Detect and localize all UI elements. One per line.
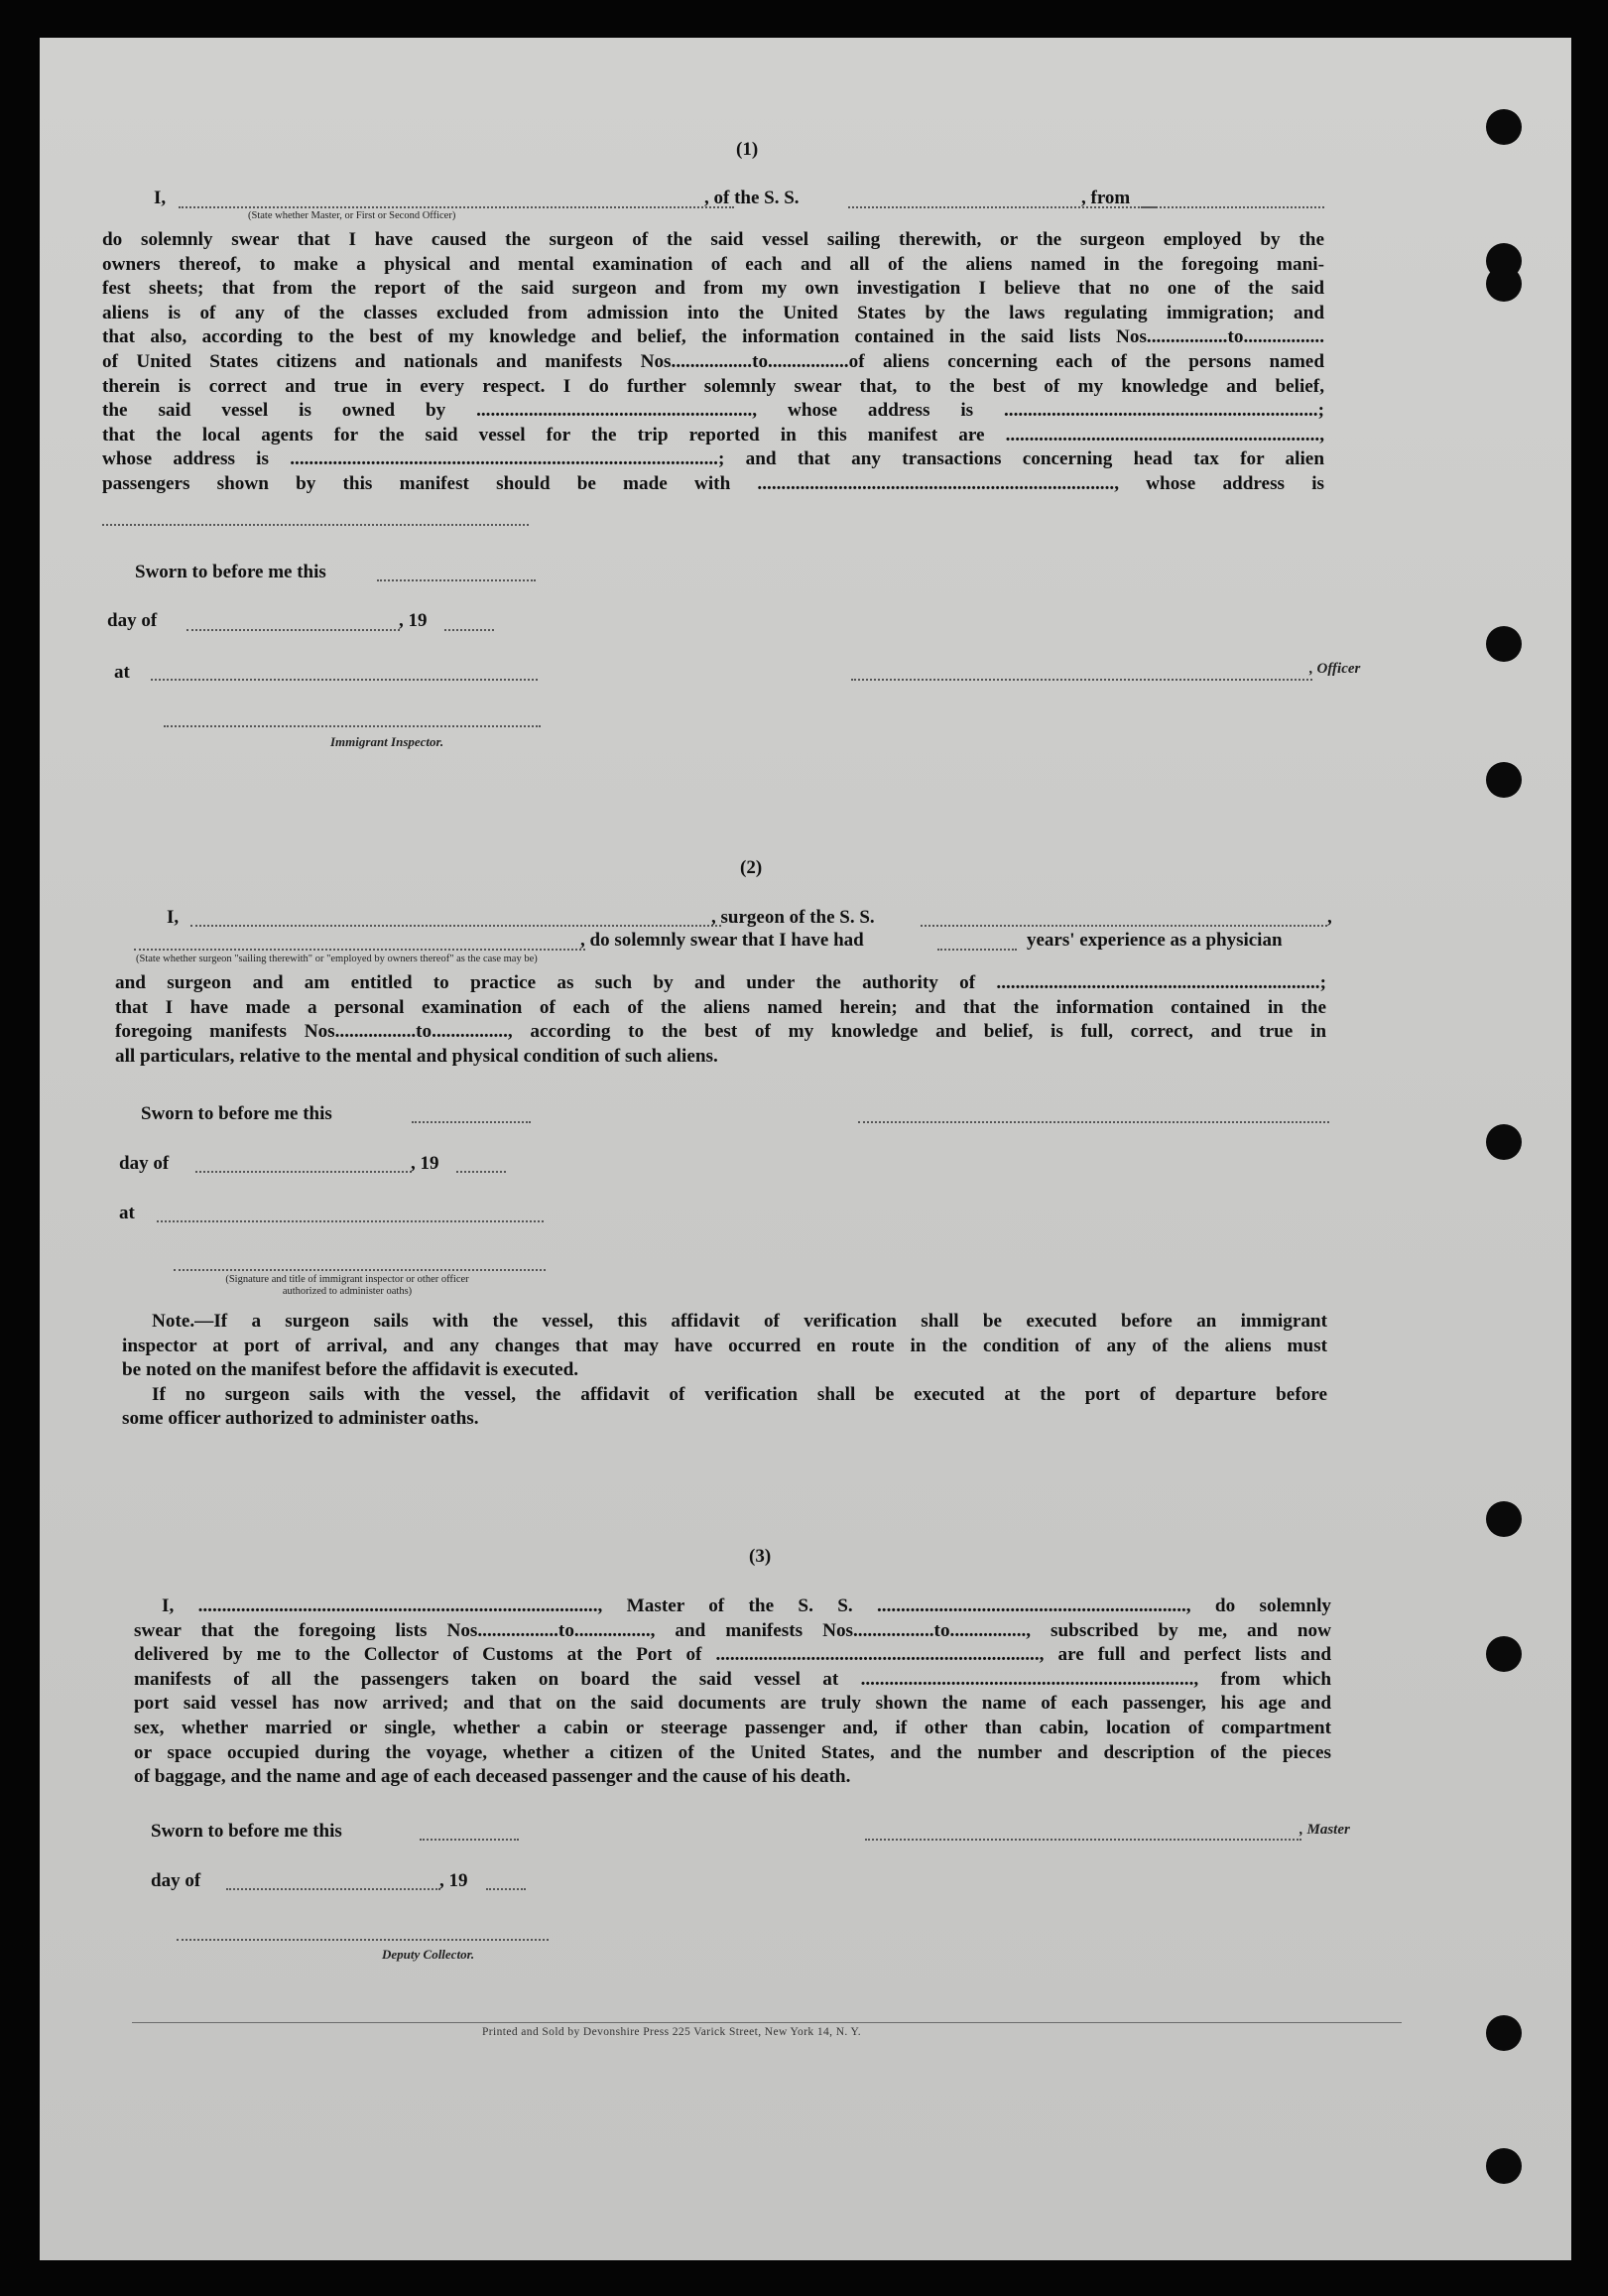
oath-line: therein is correct and true in every respect. I do further solemnly swear that, to the best of my knowledge and belief,: [102, 375, 1324, 397]
sworn-date-line-1[interactable]: [377, 579, 536, 581]
years-experience-line[interactable]: [937, 949, 1017, 951]
oath-line: fest sheets; that from the report of the said surgeon and from my own investigation I believe that no one of the said: [102, 278, 1324, 300]
note-line: Note.—If a surgeon sails with the vessel, this affidavit of verification shall be executed before an immigrant: [152, 1311, 1327, 1332]
officer-signature-line[interactable]: [851, 679, 1312, 681]
note-line: some officer authorized to administer oaths.: [122, 1408, 479, 1430]
oath-line: foregoing manifests Nos.................to................, according to the best of my knowledge and belief, is full, correct, and true in: [115, 1021, 1326, 1043]
surgeon-note-text: [122, 1310, 1327, 1432]
sworn-label-1: Sworn to before me this: [135, 562, 326, 582]
deputy-collector-label: Deputy Collector.: [382, 1947, 475, 1962]
year-label-2: , 19: [411, 1153, 439, 1174]
surgeon-vessel-line[interactable]: [921, 925, 1327, 927]
surgeon-of-ss-label: , surgeon of the S. S.: [711, 907, 875, 928]
oath-line: of United States citizens and nationals and manifests Nos.................to.................of aliens concerning each of the persons named: [102, 350, 1324, 372]
oath-line: I, ...................................................................................., Master of the S. S. ................................................................., do solemnly: [162, 1595, 1331, 1616]
oath-line: passengers shown by this manifest should be made with ..........................................................................., whose address is: [102, 472, 1324, 494]
binder-hole: [1486, 266, 1522, 302]
oath-line: port said vessel has now arrived; and that on the said documents are truly shown the name of each passenger, his age and: [134, 1693, 1331, 1715]
oath-line: owners thereof, to make a physical and mental examination of each and all of the aliens named in the foregoing mani-: [102, 253, 1324, 275]
year-label-1: , 19: [399, 610, 428, 631]
binder-hole: [1486, 1636, 1522, 1672]
oath-line: and surgeon and am entitled to practice as such by and under the authority of ....................................................................;: [115, 972, 1326, 993]
rank-note: (State whether Master, or First or Second Officer): [248, 210, 456, 221]
sworn-label-2: Sworn to before me this: [141, 1103, 332, 1124]
section-1-i-label: I,: [154, 188, 167, 208]
printer-imprint: Printed and Sold by Devonshire Press 225 Varick Street, New York 14, N. Y.: [482, 2026, 862, 2038]
oath-line: manifests of all the passengers taken on board the said vessel at ......................................................................, from which: [134, 1668, 1331, 1690]
day-of-line-2[interactable]: [195, 1171, 412, 1173]
manifest-verification-form: [40, 38, 1571, 2260]
binder-hole: [1486, 109, 1522, 145]
section-3-oath-text: [134, 1594, 1331, 1790]
immigrant-inspector-label: Immigrant Inspector.: [330, 734, 444, 749]
year-line-1[interactable]: [444, 629, 494, 631]
surgeon-name-line[interactable]: [190, 925, 721, 927]
oath-line: sex, whether married or single, whether a cabin or steerage passenger and, if other than cabin, location of compartment: [134, 1717, 1331, 1738]
surgeon-status-line[interactable]: [134, 949, 585, 951]
binder-hole: [1486, 762, 1522, 798]
surgeon-swear-label: , do solemnly swear that I have had: [580, 930, 864, 951]
oath-line: whose address is ..........................................................................................; and that any transactions concerning head tax for alien: [102, 448, 1324, 470]
oath-line: all particulars, relative to the mental and physical condition of such aliens.: [115, 1045, 718, 1067]
day-of-label-3: day of: [151, 1870, 201, 1891]
deputy-collector-line[interactable]: [177, 1939, 549, 1941]
oath-line: that the local agents for the said vessel for the trip reported in this manifest are ..................................................................,: [102, 424, 1324, 446]
immigrant-inspector-line[interactable]: [164, 725, 541, 727]
from-port-line[interactable]: [1141, 206, 1324, 208]
section-2-i-label: I,: [167, 907, 180, 928]
note-line: be noted on the manifest before the affidavit is executed.: [122, 1359, 579, 1381]
inspector-signature-line-2[interactable]: [174, 1269, 546, 1271]
head-tax-address-line[interactable]: [102, 524, 529, 526]
sworn-date-line-3[interactable]: [420, 1839, 519, 1841]
officer-label: , Officer: [1309, 661, 1361, 677]
binder-holes: [1476, 38, 1546, 2260]
year-label-3: , 19: [439, 1870, 468, 1891]
section-3-heading: (3): [749, 1546, 772, 1567]
oath-line: the said vessel is owned by .........................................................., whose address is ..................................................................;: [102, 400, 1324, 422]
day-of-label-1: day of: [107, 610, 158, 631]
section-1-from-label: , from: [1081, 188, 1131, 208]
oath-line: do solemnly swear that I have caused the surgeon of the said vessel sailing therewith, or the surgeon employed by the: [102, 229, 1324, 250]
binder-hole: [1486, 626, 1522, 662]
oath-line: of baggage, and the name and age of each deceased passenger and the cause of his death.: [134, 1766, 851, 1788]
at-place-line-2[interactable]: [157, 1220, 544, 1222]
signature-title-note: (Signature and title of immigrant inspector or other officer authorized to administer oaths): [225, 1274, 469, 1297]
year-line-3[interactable]: [486, 1888, 526, 1890]
master-signature-line[interactable]: [865, 1839, 1301, 1841]
binder-hole: [1486, 2148, 1522, 2184]
note-line: If no surgeon sails with the vessel, the affidavit of verification shall be executed at the port of departure before: [152, 1383, 1327, 1405]
oath-line: swear that the foregoing lists Nos.................to................, and manifests Nos.................to................, subscribed by me, and now: [134, 1619, 1331, 1641]
binder-hole: [1486, 2015, 1522, 2051]
master-label: , Master: [1299, 1822, 1350, 1838]
year-line-2[interactable]: [456, 1171, 506, 1173]
binder-hole: [1486, 1501, 1522, 1537]
section-2-heading: (2): [740, 857, 763, 878]
section-1-oath-text: [102, 228, 1324, 497]
section-1-of-ss: , of the S. S.: [704, 188, 800, 208]
footer-rule: [132, 2022, 1402, 2023]
section-1-heading: (1): [736, 139, 759, 160]
binder-hole: [1486, 1124, 1522, 1160]
sworn-date-line-2[interactable]: [412, 1121, 531, 1123]
surgeon-vessel-comma: ,: [1327, 907, 1332, 928]
master-name-line[interactable]: [179, 206, 734, 208]
day-of-line-1[interactable]: [186, 629, 400, 631]
note-line: inspector at port of arrival, and any changes that may have occurred en route in the condition of any of the aliens must: [122, 1335, 1327, 1356]
oath-line: or space occupied during the voyage, whether a citizen of the United States, and the number and description of the pieces: [134, 1741, 1331, 1763]
day-of-line-3[interactable]: [226, 1888, 440, 1890]
day-of-label-2: day of: [119, 1153, 170, 1174]
oath-line: that I have made a personal examination of each of the aliens named herein; and that the information contained in the: [115, 996, 1326, 1018]
years-experience-label: years' experience as a physician: [1027, 930, 1283, 951]
sworn-signature-line-2[interactable]: [858, 1121, 1329, 1123]
surgeon-status-note: (State whether surgeon "sailing therewith" or "employed by owners thereof" as the case may be): [136, 954, 538, 964]
oath-line: aliens is of any of the classes excluded from admission into the United States by the laws regulating immigration; and: [102, 302, 1324, 323]
sworn-label-3: Sworn to before me this: [151, 1821, 342, 1842]
at-label-1: at: [114, 662, 130, 683]
section-2-oath-text: [115, 971, 1326, 1069]
at-place-line-1[interactable]: [151, 679, 538, 681]
oath-line: that also, according to the best of my knowledge and belief, the information contained in the said lists Nos.................to.................: [102, 326, 1324, 348]
oath-line: delivered by me to the Collector of Customs at the Port of ...................................................................., are full and perfect lists and: [134, 1644, 1331, 1666]
at-label-2: at: [119, 1203, 135, 1223]
